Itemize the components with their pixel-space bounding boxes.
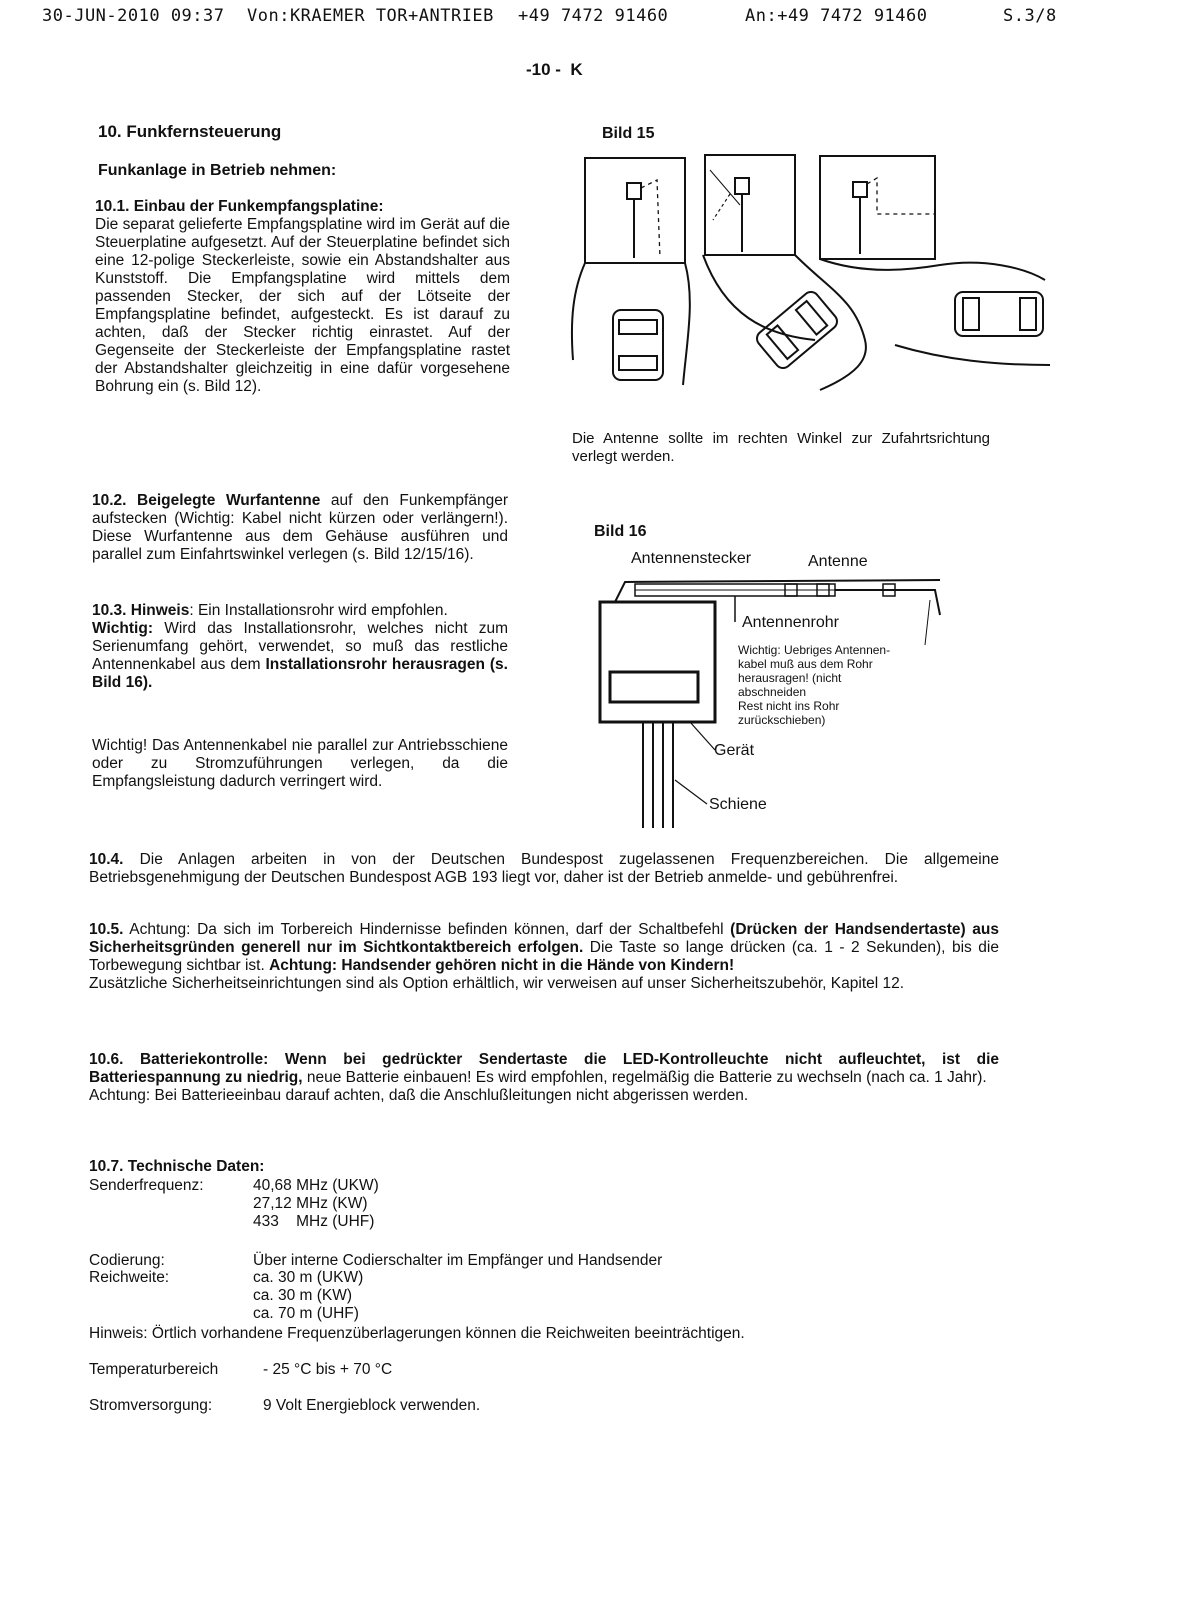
car-middle-window: [796, 301, 827, 335]
note-line-3: herausragen! (nicht: [738, 671, 842, 685]
temp-value: - 25 °C bis + 70 °C: [263, 1361, 393, 1378]
body-10-1: Die separat gelieferte Empfangsplatine wird im Gerät auf die Steuerplatine aufgesetzt. Auf der Steuerplatine befindet sich eine 12-polige Steckerleiste, sowie ein Abstandshalter aus Kunststoff. Die Empfangsplatine wird mittels dem passenden Stecker, der sich auf der Lötseite der Empfangsplatine befindet, aufgesteckt. Es ist darauf zu achten, daß der Stecker richtig einrastet. Auf der Gegenseite der Steckerleiste der Empfangsplatine rastet der Abstandshalter gleichzeitig in eine dafür vorgesehene Bohrung ein (s. Bild 12).: [95, 216, 510, 395]
note-line-1: Wichtig: Uebriges Antennen-: [738, 643, 891, 657]
body-10-6: neue Batterie einbauen! Es wird empfohlen, regelmäßig die Batterie zu wechseln (nach ca. 1 Jahr).: [302, 1069, 987, 1086]
range-2: ca. 30 m (KW): [253, 1287, 353, 1304]
antenna-right: [867, 178, 935, 214]
power-label: Stromversorgung:: [89, 1397, 213, 1414]
note-pointer: [925, 600, 930, 645]
label-schiene: Schiene: [709, 796, 767, 813]
road-top-right: [820, 259, 1045, 280]
fax-datetime: 30-JUN-2010 09:37: [42, 6, 225, 26]
antenna-left: [641, 180, 660, 258]
section-10-5: [89, 921, 999, 993]
device-display: [610, 672, 698, 702]
body-10-2: auf den Funkempfänger aufstecken (Wichtig: Kabel nicht kürzen oder verlängern!). Diese Wurfantenne aus dem Gehäuse ausführen und parallel zum Einfahrtswinkel verlegen (s. Bild 12/15/16).: [92, 492, 508, 563]
reichweite-label: Reichweite:: [89, 1269, 170, 1286]
label-antennenstecker: Antennenstecker: [631, 550, 752, 567]
garage-middle: [705, 155, 795, 255]
car-middle-rear-window: [767, 325, 798, 359]
schiene-pointer: [675, 780, 707, 804]
codierung-value: Über interne Codierschalter im Empfänger und Handsender: [253, 1252, 663, 1269]
hinweis-10-7: Hinweis: Örtlich vorhandene Frequenzüberlagerungen können die Reichweiten beeinträchtigen.: [89, 1325, 745, 1342]
body-10-5-bold-a: (Drücken der Handsendertaste) aus Sicherheitsgründen generell nur im Sichtkontaktbereich erfolgen.: [89, 921, 999, 956]
road-left-edge-2: [683, 263, 690, 385]
heading-10-5: 10.5.: [89, 921, 124, 938]
wichtig-body: Wird das Installationsrohr, welches nicht zum Serienumfang gehört, verwendet, so muß das restliche Antennenkabel aus dem: [92, 620, 508, 673]
antenna-warning: Wichtig! Das Antennenkabel nie parallel zur Antriebsschiene oder zu Stromzuführungen verlegen, da die Empfangsleistung dadurch verringert wird.: [92, 737, 508, 790]
body-10-3: : Ein Installationsrohr wird empfohlen.: [189, 602, 448, 619]
bild15-caption: Die Antenne sollte im rechten Winkel zur Zufahrtsrichtung verlegt werden.: [572, 430, 990, 465]
body-10-5-bold-b: Achtung: Handsender gehören nicht in die Hände von Kindern!: [269, 957, 735, 974]
bild15-diagram: [565, 150, 1055, 400]
note-line-6: zurückschieben): [738, 713, 826, 727]
road-bottom-right: [895, 345, 1050, 365]
heading-10-2: 10.2. Beigelegte Wurfantenne: [92, 492, 321, 509]
bild15-label: Bild 15: [602, 125, 655, 142]
temp-label: Temperaturbereich: [89, 1361, 219, 1378]
section-subtitle: Funkanlage in Betrieb nehmen:: [98, 162, 337, 179]
note-line-4: abschneiden: [738, 685, 807, 699]
antenna-end: [835, 590, 940, 615]
body-10-5-extra: Zusätzliche Sicherheitseinrichtungen sind als Option erhältlich, wir verweisen auf unser Sicherheitszubehör, Kapitel 12.: [89, 975, 905, 992]
car-left-rear-window: [619, 356, 657, 370]
fax-sender: Von:KRAEMER TOR+ANTRIEB: [247, 6, 494, 26]
body-10-4: Die Anlagen arbeiten in von der Deutschen Bundespost zugelassenen Frequenzbereichen. Die allgemeine Betriebsgenehmigung der Deutschen Bundespost AGB 193 liegt vor, daher ist der Betrieb anmelde- und gebührenfrei.: [89, 851, 999, 886]
wichtig-label: Wichtig:: [92, 620, 153, 637]
car-middle: [754, 289, 841, 372]
range-1: ca. 30 m (UKW): [253, 1269, 364, 1286]
note-line-2: kabel muß aus dem Rohr: [738, 657, 873, 671]
section-10-6: [89, 1051, 999, 1105]
fax-sender-phone: +49 7472 91460: [518, 6, 669, 26]
page-marker: -10 - K: [526, 60, 583, 79]
note-line-5: Rest nicht ins Rohr: [738, 699, 840, 713]
heading-10-1: 10.1. Einbau der Funkempfangsplatine:: [95, 198, 384, 215]
label-antennenrohr: Antennenrohr: [742, 614, 839, 631]
fax-recipient: An:+49 7472 91460: [745, 6, 928, 26]
body-10-5-a: Achtung: Da sich im Torbereich Hindernisse befinden können, darf der Schaltbefehl: [123, 921, 731, 938]
range-3: ca. 70 m (UHF): [253, 1305, 359, 1322]
road-curve-middle: [703, 255, 815, 340]
label-geraet: Gerät: [714, 742, 755, 759]
geraet-pointer: [690, 722, 715, 750]
device-box: [600, 602, 715, 722]
power-value: 9 Volt Energieblock verwenden.: [263, 1397, 481, 1414]
section-10-2: [92, 492, 508, 564]
receiver-box-middle: [735, 178, 749, 194]
note-10-6: Achtung: Bei Batterieeinbau darauf achten, daß die Anschlußleitungen nicht abgerissen werden.: [89, 1087, 749, 1104]
heading-10-3: 10.3. Hinweis: [92, 602, 190, 619]
road-left-edge: [572, 263, 585, 360]
label-antenne: Antenne: [808, 553, 868, 570]
car-right-rear-window: [1020, 298, 1036, 330]
heading-10-6: 10.6. Batteriekontrolle: Wenn bei gedrückter Sendertaste die LED-Kontrolleuchte nicht aufleuchtet, ist die Batteriespannung zu niedrig,: [89, 1051, 999, 1086]
heading-10-4: 10.4.: [89, 851, 124, 868]
section-10-1: [95, 198, 510, 396]
car-right-window: [963, 298, 979, 330]
heading-10-7: 10.7. Technische Daten:: [89, 1158, 265, 1175]
wichtig-bold: Installationsrohr herausragen (s. Bild 16).: [92, 656, 508, 691]
codierung-label: Codierung:: [89, 1252, 165, 1269]
section-10-4: [89, 851, 999, 887]
section-title: 10. Funkfernsteuerung: [98, 122, 282, 141]
section-10-3: [92, 602, 508, 692]
receiver-box-right: [853, 182, 867, 197]
car-left-window: [619, 320, 657, 334]
bild16-label: Bild 16: [594, 523, 647, 540]
freq-2: 27,12 MHz (KW): [253, 1195, 368, 1212]
body-10-5-b: Die Taste so lange drücken (ca. 1 - 2 Sekunden), bis die Torbewegung sichtbar ist.: [89, 939, 999, 974]
freq-1: 40,68 MHz (UKW): [253, 1177, 379, 1194]
bild16-note: [738, 643, 938, 727]
antenna-middle: [713, 194, 730, 220]
freq-label: Senderfrequenz:: [89, 1177, 204, 1194]
fax-page-count: S.3/8: [1003, 6, 1057, 26]
freq-3: 433 MHz (UHF): [253, 1213, 375, 1230]
receiver-box-left: [627, 183, 641, 199]
